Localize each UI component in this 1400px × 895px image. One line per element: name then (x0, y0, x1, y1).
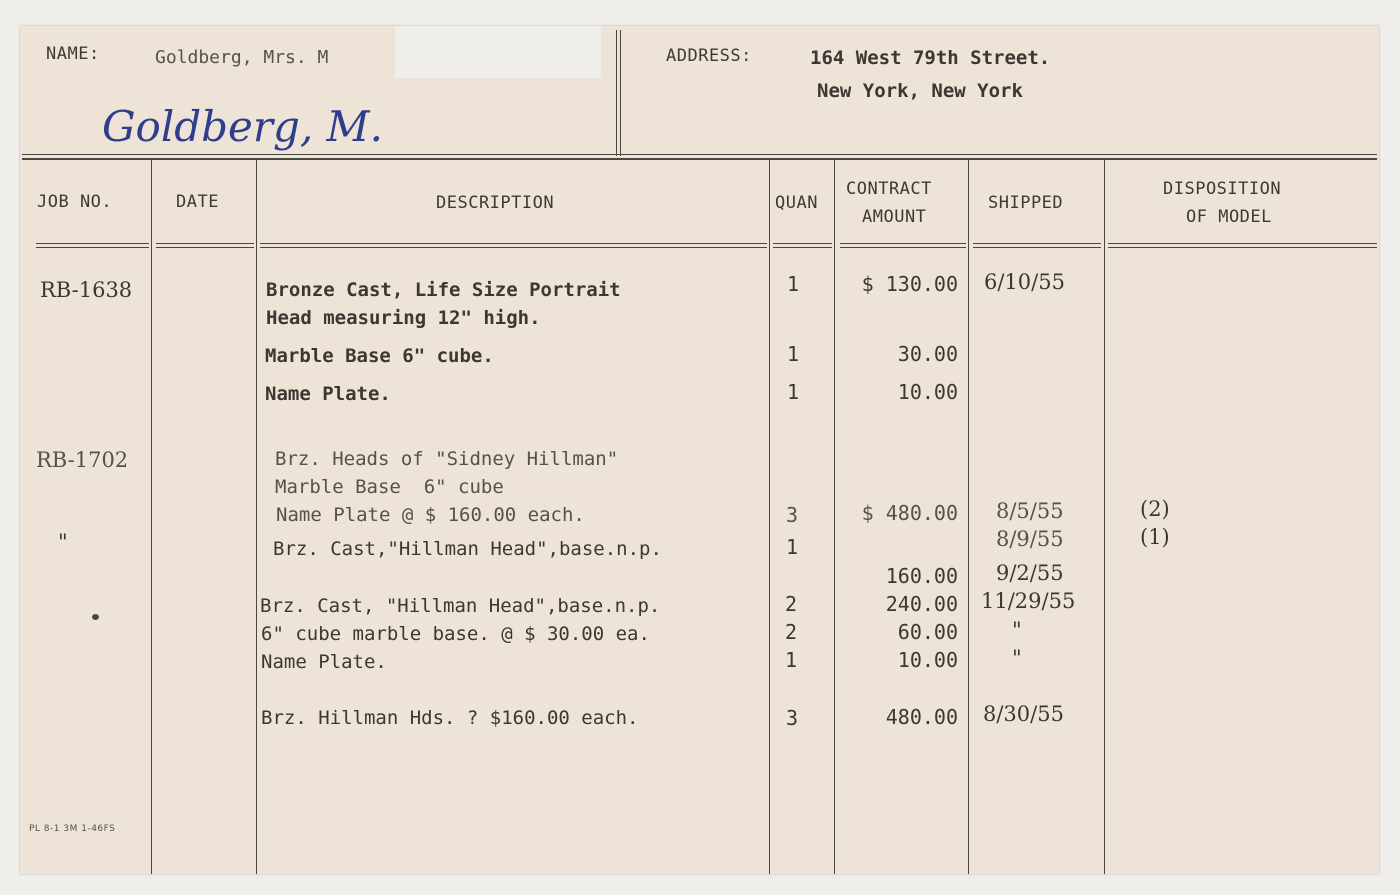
col-shipped: SHIPPED (988, 193, 1064, 213)
column-divider (968, 160, 969, 874)
header-underline (156, 247, 254, 248)
description: Brz. Heads of "Sidney Hillman" (275, 448, 619, 470)
description: Name Plate. (265, 383, 391, 405)
header-underline (1108, 243, 1377, 244)
header-underline (1108, 247, 1377, 248)
ditto-mark: " (58, 530, 68, 554)
header-underline (773, 243, 832, 244)
description: Brz. Hillman Hds. ? $160.00 each. (261, 707, 639, 729)
quantity: 1 (786, 535, 799, 559)
col-description: DESCRIPTION (436, 193, 555, 213)
disposition: (1) (1140, 525, 1170, 549)
contract-amount: 160.00 (885, 564, 958, 588)
column-divider (151, 160, 152, 874)
header-underline (973, 243, 1101, 244)
contract-amount: 480.00 (885, 705, 958, 729)
col-job-no: JOB NO. (37, 192, 113, 212)
col-disposition-2: OF MODEL (1186, 207, 1272, 227)
contract-amount: $ 480.00 (861, 501, 958, 525)
description: Marble Base 6" cube. (265, 345, 494, 367)
address-line-2: New York, New York (817, 80, 1023, 102)
shipped-date: 8/30/55 (983, 702, 1064, 726)
col-date: DATE (176, 192, 219, 212)
header-underline (36, 247, 149, 248)
header-divider (616, 30, 617, 156)
description: 6" cube marble base. @ $ 30.00 ea. (261, 623, 650, 645)
quantity: 1 (787, 342, 800, 366)
quantity: 3 (786, 503, 799, 527)
header-divider (620, 30, 621, 156)
description: Brz. Cast,"Hillman Head",base.n.p. (273, 538, 662, 560)
header-underline (973, 247, 1101, 248)
contract-amount: 60.00 (897, 620, 958, 644)
top-rule (22, 158, 1377, 160)
column-divider (1104, 160, 1105, 874)
column-divider (769, 160, 770, 874)
contract-amount: $ 130.00 (861, 272, 958, 296)
address-line-1: 164 West 79th Street. (810, 47, 1051, 69)
header-underline (156, 243, 254, 244)
quantity: 2 (785, 592, 798, 616)
handwritten-name: Goldberg, M. (102, 102, 383, 151)
header-underline (36, 243, 149, 244)
column-divider (834, 160, 835, 874)
header-underline (840, 247, 966, 248)
description: Marble Base 6" cube (275, 476, 504, 498)
top-rule (22, 154, 1377, 155)
ditto-mark: " (1012, 618, 1022, 642)
contract-amount: 10.00 (897, 648, 958, 672)
shipped-date: 8/9/55 (996, 527, 1064, 551)
col-contract-2: AMOUNT (862, 207, 927, 227)
quantity: 3 (786, 706, 799, 730)
shipped-date: 8/5/55 (996, 499, 1064, 523)
column-divider (256, 160, 257, 874)
description: Name Plate @ $ 160.00 each. (276, 504, 585, 526)
job-number: RB-1702 (36, 448, 129, 472)
contract-amount: 240.00 (885, 592, 958, 616)
contract-amount: 10.00 (897, 380, 958, 404)
contract-amount: 30.00 (897, 342, 958, 366)
description: Bronze Cast, Life Size Portrait (266, 279, 621, 301)
shipped-date: 9/2/55 (996, 561, 1064, 585)
description: Head measuring 12" high. (266, 307, 541, 329)
description: Name Plate. (261, 651, 387, 673)
disposition: (2) (1140, 497, 1170, 521)
quantity: 1 (785, 648, 798, 672)
ink-mark (92, 614, 99, 620)
form-code: PL 8-1 3M 1-46FS (29, 824, 116, 834)
name-value: Goldberg, Mrs. M (155, 47, 329, 68)
col-contract-1: CONTRACT (846, 179, 932, 199)
address-label: ADDRESS: (666, 46, 752, 66)
header-underline (260, 243, 767, 244)
description: Brz. Cast, "Hillman Head",base.n.p. (260, 595, 661, 617)
header-underline (840, 243, 966, 244)
ditto-mark: " (1012, 646, 1022, 670)
shipped-date: 6/10/55 (984, 270, 1065, 294)
col-quan: QUAN (775, 193, 818, 213)
header-underline (773, 247, 832, 248)
quantity: 2 (785, 620, 798, 644)
header-underline (260, 247, 767, 248)
torn-notch (395, 26, 601, 78)
job-number: RB-1638 (40, 278, 133, 302)
quantity: 1 (787, 272, 800, 296)
shipped-date: 11/29/55 (981, 589, 1076, 613)
quantity: 1 (787, 380, 800, 404)
col-disposition-1: DISPOSITION (1163, 179, 1282, 199)
name-label: NAME: (46, 44, 100, 64)
